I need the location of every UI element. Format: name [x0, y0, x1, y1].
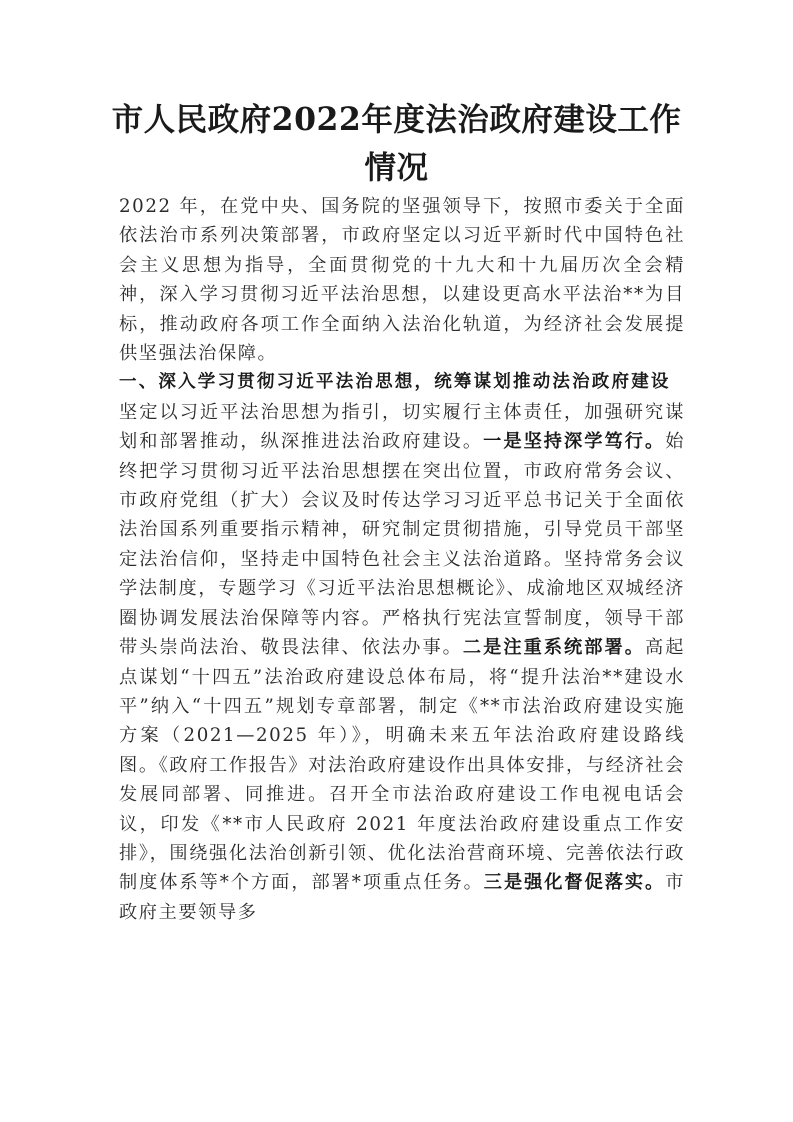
document-title: 市人民政府2022年度法治政府建设工作情况 [111, 101, 682, 186]
section-paragraph [119, 398, 685, 927]
bold-label: 二是注重系统部署。 [462, 637, 645, 659]
section-heading: 一、深入学习贯彻习近平法治思想，统筹谋划推动法治政府建设 [119, 372, 671, 393]
paragraph-text: 始终把学习贯彻习近平法治思想摆在突出位置，市政府常务会议、市政府党组（扩大）会议及时传达学习习近平总书记关于全面依法治国系列重要指示精神，研究制定贯彻措施，引导党员干部坚定法治信仰，坚持走中国特色社会主义法治道路。坚持常务会议学法制度，专题学习《习近平法治思想概论》、成渝地区双城经济圈协调发展法治保障等内容。严格执行宪法宣誓制度，领导干部带头崇尚法治、敬畏法律、依法办事。 [119, 431, 685, 659]
intro-paragraph: 2022 年，在党中央、国务院的坚强领导下，按照市委关于全面依法治市系列决策部署，市政府坚定以习近平新时代中国特色社会主义思想为指导，全面贯彻党的十九大和十九届历次全会精神，深入学习贯彻习近平法治思想，以建设更高水平法治**为目标，推动政府各项工作全面纳入法治化轨道，为经济社会发展提供坚强法治保障。 [119, 196, 685, 365]
bold-label: 三是强化督促落实。 [483, 872, 666, 894]
paragraph-text: 坚定以习近平法治思想为指引，切实履行主体责任，加强研究谋划和部署推动，纵深推进法治政府建设。 [119, 401, 685, 453]
paragraph-text: 市政府主要领导多 [119, 872, 686, 923]
bold-label: 一是坚持深学笃行。 [483, 431, 666, 453]
document-body [119, 192, 685, 927]
paragraph-text: 高起点谋划“十四五”法治政府建设总体布局，将“提升法治**建设水平”纳入“十四五”规划专章部署，制定《**市法治政府建设实施方案（2021—2025 年）》，明确未来五年法治政府建设路线图。《政府工作报告》对法治政府建设作出具体安排，与经济社会发展同部署、同推进。召开全市法治政府建设工作电视电话会议，印发《**市人民政府 2021 年度法治政府建设重点工作安排》，围绕强化法治创新引领、优化法治营商环境、完善依法行政制度体系等*个方面，部署*项重点任务。 [119, 637, 686, 894]
